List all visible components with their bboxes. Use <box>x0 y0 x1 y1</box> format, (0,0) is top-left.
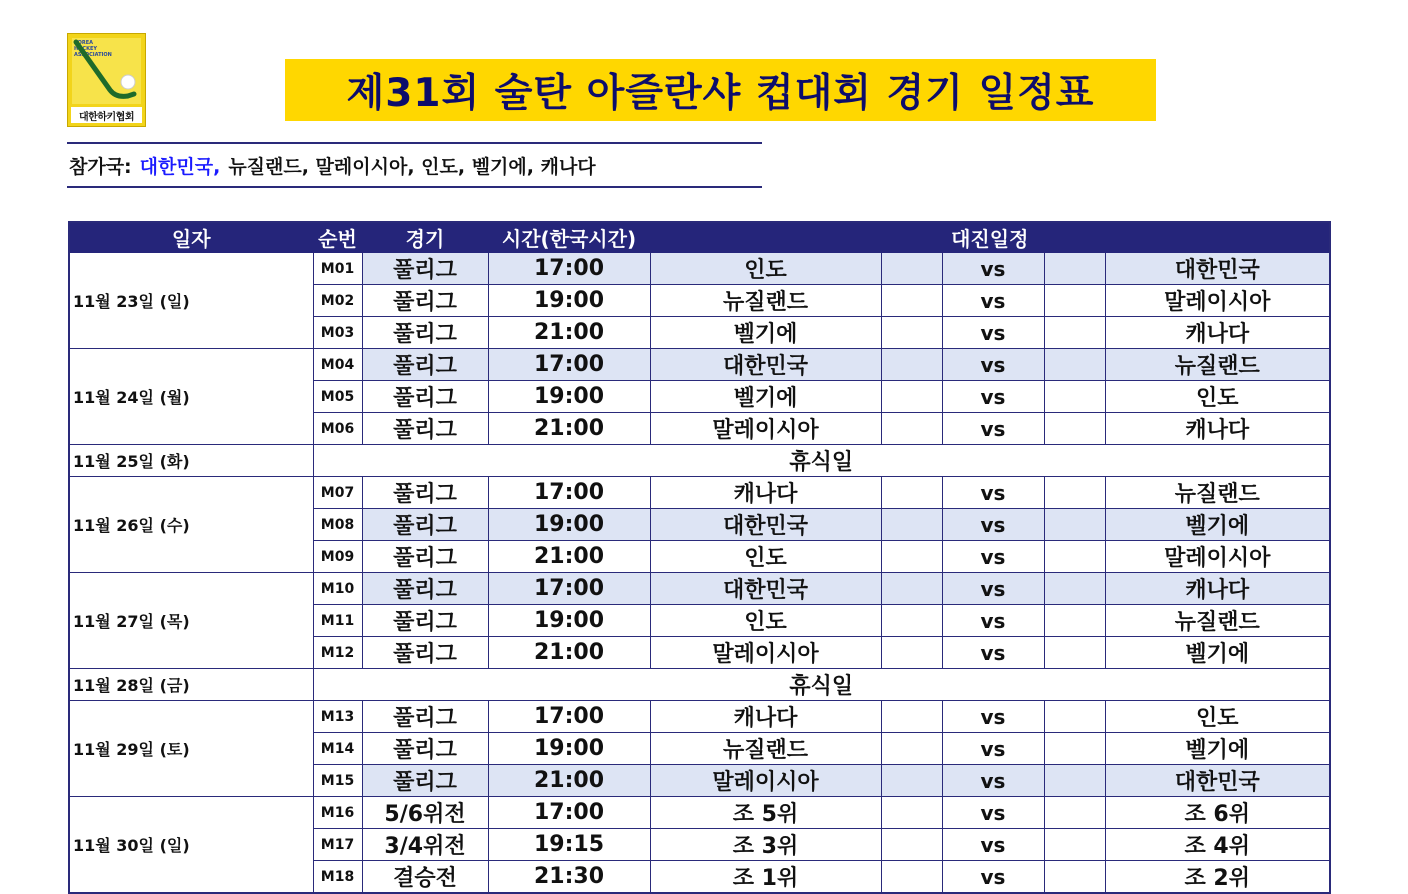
home-team-cell: 조 5위 <box>650 797 881 829</box>
spacer-cell <box>881 797 942 829</box>
spacer-cell <box>881 573 942 605</box>
rest-day-row <box>69 445 1330 477</box>
header-game: 경기 <box>362 222 488 253</box>
rest-day-row <box>69 669 1330 701</box>
rest-day-cell: 휴식일 <box>313 669 1330 701</box>
schedule-table <box>68 221 1331 894</box>
home-team-cell: 캐나다 <box>650 701 881 733</box>
header-date: 일자 <box>69 222 313 253</box>
away-team-cell: 캐나다 <box>1105 413 1330 445</box>
time-cell: 21:00 <box>488 765 650 797</box>
time-cell: 19:00 <box>488 285 650 317</box>
home-team-cell: 뉴질랜드 <box>650 733 881 765</box>
logo-line-3: ASSOCIATION <box>74 52 112 58</box>
spacer-cell <box>1044 285 1105 317</box>
spacer-cell <box>1044 733 1105 765</box>
home-team-cell: 대한민국 <box>650 509 881 541</box>
time-cell: 21:00 <box>488 413 650 445</box>
home-team-cell: 대한민국 <box>650 349 881 381</box>
vs-cell: vs <box>942 637 1044 669</box>
match-row <box>69 797 1330 829</box>
game-type-cell: 풀리그 <box>362 733 488 765</box>
vs-cell: vs <box>942 765 1044 797</box>
spacer-cell <box>881 605 942 637</box>
spacer-cell <box>881 317 942 349</box>
hockey-stick-icon <box>72 38 143 106</box>
time-cell: 17:00 <box>488 253 650 285</box>
spacer-cell <box>1044 797 1105 829</box>
time-cell: 17:00 <box>488 477 650 509</box>
vs-cell: vs <box>942 509 1044 541</box>
game-type-cell: 풀리그 <box>362 573 488 605</box>
date-cell: 11월 23일 (일) <box>69 253 313 349</box>
game-type-cell: 결승전 <box>362 861 488 894</box>
home-team-cell: 인도 <box>650 541 881 573</box>
date-cell: 11월 25일 (화) <box>69 445 313 477</box>
participants-line <box>67 142 762 188</box>
time-cell: 19:00 <box>488 733 650 765</box>
game-type-cell: 풀리그 <box>362 253 488 285</box>
time-cell: 21:00 <box>488 637 650 669</box>
header-time: 시간(한국시간) <box>488 222 650 253</box>
away-team-cell: 인도 <box>1105 701 1330 733</box>
home-team-cell: 말레이시아 <box>650 413 881 445</box>
participants-label: 참가국: <box>69 155 132 178</box>
match-no-cell: M11 <box>313 605 362 637</box>
match-no-cell: M09 <box>313 541 362 573</box>
home-team-cell: 인도 <box>650 253 881 285</box>
home-team-cell: 대한민국 <box>650 573 881 605</box>
vs-cell: vs <box>942 861 1044 894</box>
match-row <box>69 253 1330 285</box>
korea-hockey-logo <box>67 33 146 127</box>
game-type-cell: 풀리그 <box>362 381 488 413</box>
spacer-cell <box>881 765 942 797</box>
game-type-cell: 풀리그 <box>362 349 488 381</box>
vs-cell: vs <box>942 797 1044 829</box>
spacer-cell <box>881 381 942 413</box>
away-team-cell: 벨기에 <box>1105 733 1330 765</box>
match-no-cell: M18 <box>313 861 362 894</box>
spacer-cell <box>881 285 942 317</box>
home-team-cell: 뉴질랜드 <box>650 285 881 317</box>
time-cell: 17:00 <box>488 573 650 605</box>
match-no-cell: M01 <box>313 253 362 285</box>
vs-cell: vs <box>942 381 1044 413</box>
away-team-cell: 인도 <box>1105 381 1330 413</box>
match-no-cell: M04 <box>313 349 362 381</box>
home-team-cell: 조 1위 <box>650 861 881 894</box>
logo-org-name: 대한하키협회 <box>71 107 142 123</box>
match-no-cell: M13 <box>313 701 362 733</box>
spacer-cell <box>1044 509 1105 541</box>
spacer-cell <box>881 349 942 381</box>
game-type-cell: 풀리그 <box>362 605 488 637</box>
time-cell: 19:00 <box>488 605 650 637</box>
spacer-cell <box>1044 477 1105 509</box>
vs-cell: vs <box>942 285 1044 317</box>
away-team-cell: 뉴질랜드 <box>1105 349 1330 381</box>
home-team-cell: 인도 <box>650 605 881 637</box>
spacer-cell <box>881 477 942 509</box>
time-cell: 21:30 <box>488 861 650 894</box>
match-no-cell: M15 <box>313 765 362 797</box>
vs-cell: vs <box>942 477 1044 509</box>
game-type-cell: 3/4위전 <box>362 829 488 861</box>
spacer-cell <box>1044 573 1105 605</box>
away-team-cell: 말레이시아 <box>1105 285 1330 317</box>
match-no-cell: M10 <box>313 573 362 605</box>
game-type-cell: 풀리그 <box>362 509 488 541</box>
spacer-cell <box>1044 253 1105 285</box>
game-type-cell: 풀리그 <box>362 285 488 317</box>
date-cell: 11월 26일 (수) <box>69 477 313 573</box>
spacer-cell <box>881 829 942 861</box>
logo-line-2: HOCKEY <box>74 46 98 52</box>
spacer-cell <box>881 509 942 541</box>
participants-host: 대한민국, <box>139 155 221 178</box>
game-type-cell: 풀리그 <box>362 765 488 797</box>
spacer-cell <box>881 733 942 765</box>
match-row <box>69 349 1330 381</box>
time-cell: 17:00 <box>488 349 650 381</box>
schedule-body <box>69 253 1330 894</box>
time-cell: 17:00 <box>488 797 650 829</box>
time-cell: 19:00 <box>488 509 650 541</box>
home-team-cell: 조 3위 <box>650 829 881 861</box>
away-team-cell: 벨기에 <box>1105 509 1330 541</box>
header-matchup: 대진일정 <box>650 222 1330 253</box>
spacer-cell <box>1044 317 1105 349</box>
time-cell: 21:00 <box>488 317 650 349</box>
date-cell: 11월 27일 (목) <box>69 573 313 669</box>
away-team-cell: 뉴질랜드 <box>1105 477 1330 509</box>
time-cell: 21:00 <box>488 541 650 573</box>
spacer-cell <box>881 637 942 669</box>
spacer-cell <box>1044 701 1105 733</box>
date-cell: 11월 28일 (금) <box>69 669 313 701</box>
vs-cell: vs <box>942 349 1044 381</box>
home-team-cell: 벨기에 <box>650 317 881 349</box>
spacer-cell <box>881 701 942 733</box>
spacer-cell <box>1044 765 1105 797</box>
game-type-cell: 풀리그 <box>362 637 488 669</box>
participants-others: 뉴질랜드, 말레이시아, 인도, 벨기에, 캐나다 <box>228 155 596 178</box>
time-cell: 17:00 <box>488 701 650 733</box>
match-no-cell: M16 <box>313 797 362 829</box>
match-no-cell: M17 <box>313 829 362 861</box>
game-type-cell: 풀리그 <box>362 541 488 573</box>
game-type-cell: 풀리그 <box>362 701 488 733</box>
vs-cell: vs <box>942 541 1044 573</box>
away-team-cell: 조 2위 <box>1105 861 1330 894</box>
spacer-cell <box>881 861 942 894</box>
home-team-cell: 말레이시아 <box>650 765 881 797</box>
vs-cell: vs <box>942 253 1044 285</box>
spacer-cell <box>1044 637 1105 669</box>
game-type-cell: 5/6위전 <box>362 797 488 829</box>
spacer-cell <box>1044 381 1105 413</box>
page-title: 제31회 술탄 아즐란샤 컵대회 경기 일정표 <box>285 59 1156 121</box>
match-no-cell: M02 <box>313 285 362 317</box>
home-team-cell: 말레이시아 <box>650 637 881 669</box>
date-cell: 11월 29일 (토) <box>69 701 313 797</box>
spacer-cell <box>1044 605 1105 637</box>
vs-cell: vs <box>942 733 1044 765</box>
match-no-cell: M07 <box>313 477 362 509</box>
match-no-cell: M03 <box>313 317 362 349</box>
match-no-cell: M05 <box>313 381 362 413</box>
match-no-cell: M06 <box>313 413 362 445</box>
home-team-cell: 벨기에 <box>650 381 881 413</box>
home-team-cell: 캐나다 <box>650 477 881 509</box>
date-cell: 11월 24일 (월) <box>69 349 313 445</box>
game-type-cell: 풀리그 <box>362 317 488 349</box>
away-team-cell: 조 4위 <box>1105 829 1330 861</box>
game-type-cell: 풀리그 <box>362 477 488 509</box>
away-team-cell: 대한민국 <box>1105 765 1330 797</box>
away-team-cell: 조 6위 <box>1105 797 1330 829</box>
spacer-cell <box>1044 861 1105 894</box>
table-header-row <box>69 222 1330 253</box>
away-team-cell: 캐나다 <box>1105 317 1330 349</box>
vs-cell: vs <box>942 605 1044 637</box>
vs-cell: vs <box>942 829 1044 861</box>
vs-cell: vs <box>942 317 1044 349</box>
game-type-cell: 풀리그 <box>362 413 488 445</box>
time-cell: 19:15 <box>488 829 650 861</box>
spacer-cell <box>1044 541 1105 573</box>
away-team-cell: 뉴질랜드 <box>1105 605 1330 637</box>
away-team-cell: 말레이시아 <box>1105 541 1330 573</box>
spacer-cell <box>1044 829 1105 861</box>
header-no: 순번 <box>313 222 362 253</box>
away-team-cell: 캐나다 <box>1105 573 1330 605</box>
logo-line-1: KOREA <box>74 40 94 46</box>
match-no-cell: M14 <box>313 733 362 765</box>
spacer-cell <box>1044 349 1105 381</box>
spacer-cell <box>881 253 942 285</box>
match-row <box>69 573 1330 605</box>
match-row <box>69 701 1330 733</box>
match-row <box>69 477 1330 509</box>
away-team-cell: 벨기에 <box>1105 637 1330 669</box>
date-cell: 11월 30일 (일) <box>69 797 313 894</box>
spacer-cell <box>881 413 942 445</box>
time-cell: 19:00 <box>488 381 650 413</box>
spacer-cell <box>881 541 942 573</box>
away-team-cell: 대한민국 <box>1105 253 1330 285</box>
vs-cell: vs <box>942 701 1044 733</box>
vs-cell: vs <box>942 413 1044 445</box>
rest-day-cell: 휴식일 <box>313 445 1330 477</box>
spacer-cell <box>1044 413 1105 445</box>
match-no-cell: M12 <box>313 637 362 669</box>
vs-cell: vs <box>942 573 1044 605</box>
match-no-cell: M08 <box>313 509 362 541</box>
